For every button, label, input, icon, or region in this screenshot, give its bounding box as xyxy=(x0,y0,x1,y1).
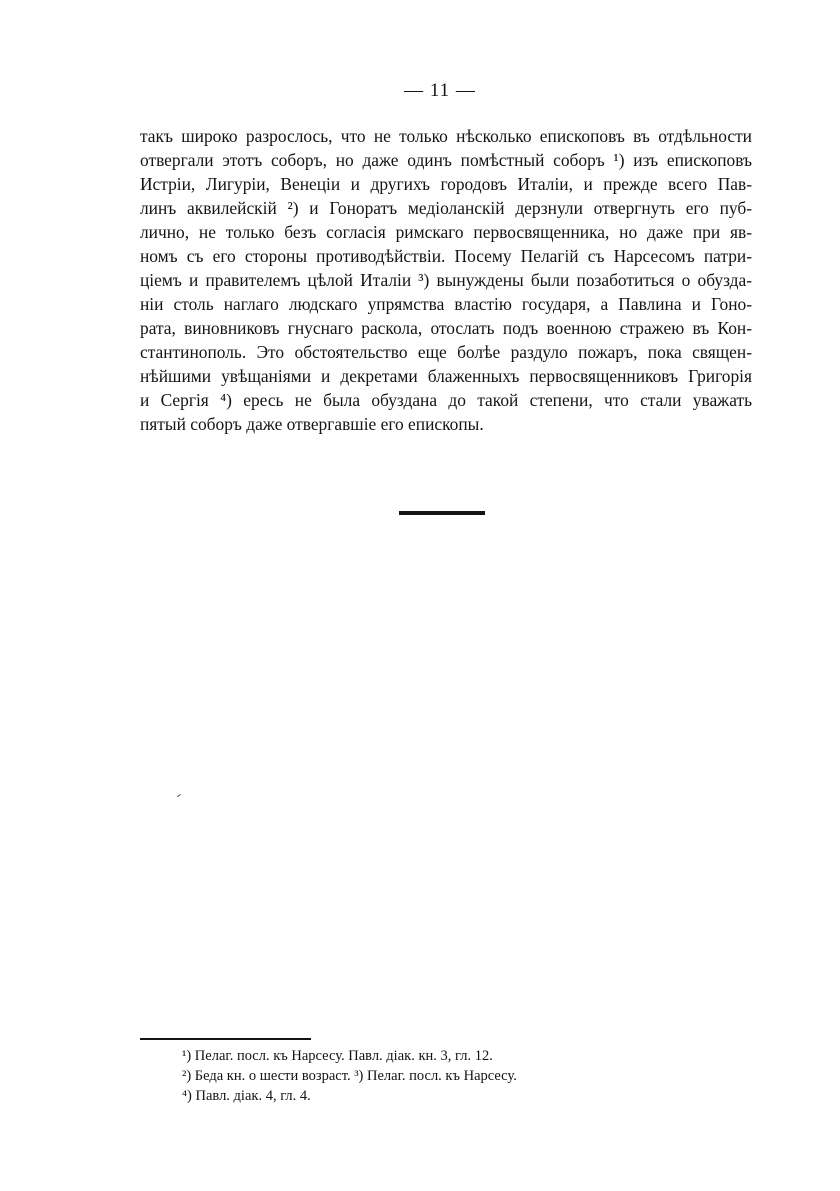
text-line: номъ съ его стороны противодѣйствіи. Посему Пелагій съ Нарсесомъ патри- xyxy=(140,246,752,266)
scan-speck xyxy=(177,794,181,797)
text-line: такъ широко разрослось, что не только нѣсколько епископовъ въ отдѣльности xyxy=(140,126,752,146)
text-line: лично, не только безъ согласія римскаго первосвященника, но даже при яв- xyxy=(140,222,752,242)
text-line: линъ аквилейскій ²) и Гоноратъ медіоланскій дерзнули отвергнуть его пуб- xyxy=(140,198,752,218)
footnote-line: ²) Беда кн. о шести возраст. ³) Пелаг. посл. къ Нарсесу. xyxy=(182,1068,517,1084)
text-line: стантинополь. Это обстоятельство еще болѣе раздуло пожаръ, пока священ- xyxy=(140,342,752,362)
text-line-last: пятый соборъ даже отвергавшіе его епископы. xyxy=(140,414,484,434)
text-line: и Сергія ⁴) ересь не была обуздана до такой степени, что стали уважать xyxy=(140,390,752,410)
page-number: — 11 — xyxy=(404,80,476,101)
footnote-separator xyxy=(140,1038,311,1040)
text-line: ніи столь наглаго людскаго упрямства властію государя, а Павлина и Гоно- xyxy=(140,294,752,314)
text-line: ціемъ и правителемъ цѣлой Италіи ³) вынуждены были позаботиться о обузда- xyxy=(140,270,752,290)
footnote-line: ⁴) Павл. діак. 4, гл. 4. xyxy=(182,1088,311,1104)
text-line: Истріи, Лигуріи, Венеціи и другихъ городовъ Италіи, и прежде всего Пав- xyxy=(140,174,752,194)
footnotes xyxy=(182,1046,742,1106)
footnote-line: ¹) Пелаг. посл. къ Нарсесу. Павл. діак. кн. 3, гл. 12. xyxy=(182,1048,493,1064)
text-line: нѣйшими увѣщаніями и декретами блаженныхъ первосвященниковъ Григорія xyxy=(140,366,752,386)
section-end-rule xyxy=(399,511,485,515)
main-text xyxy=(140,124,752,436)
text-line: рата, виновниковъ гнуснаго раскола, отослать подъ военною стражею въ Кон- xyxy=(140,318,752,338)
text-line: отвергали этотъ соборъ, но даже одинъ помѣстный соборъ ¹) изъ епископовъ xyxy=(140,150,752,170)
